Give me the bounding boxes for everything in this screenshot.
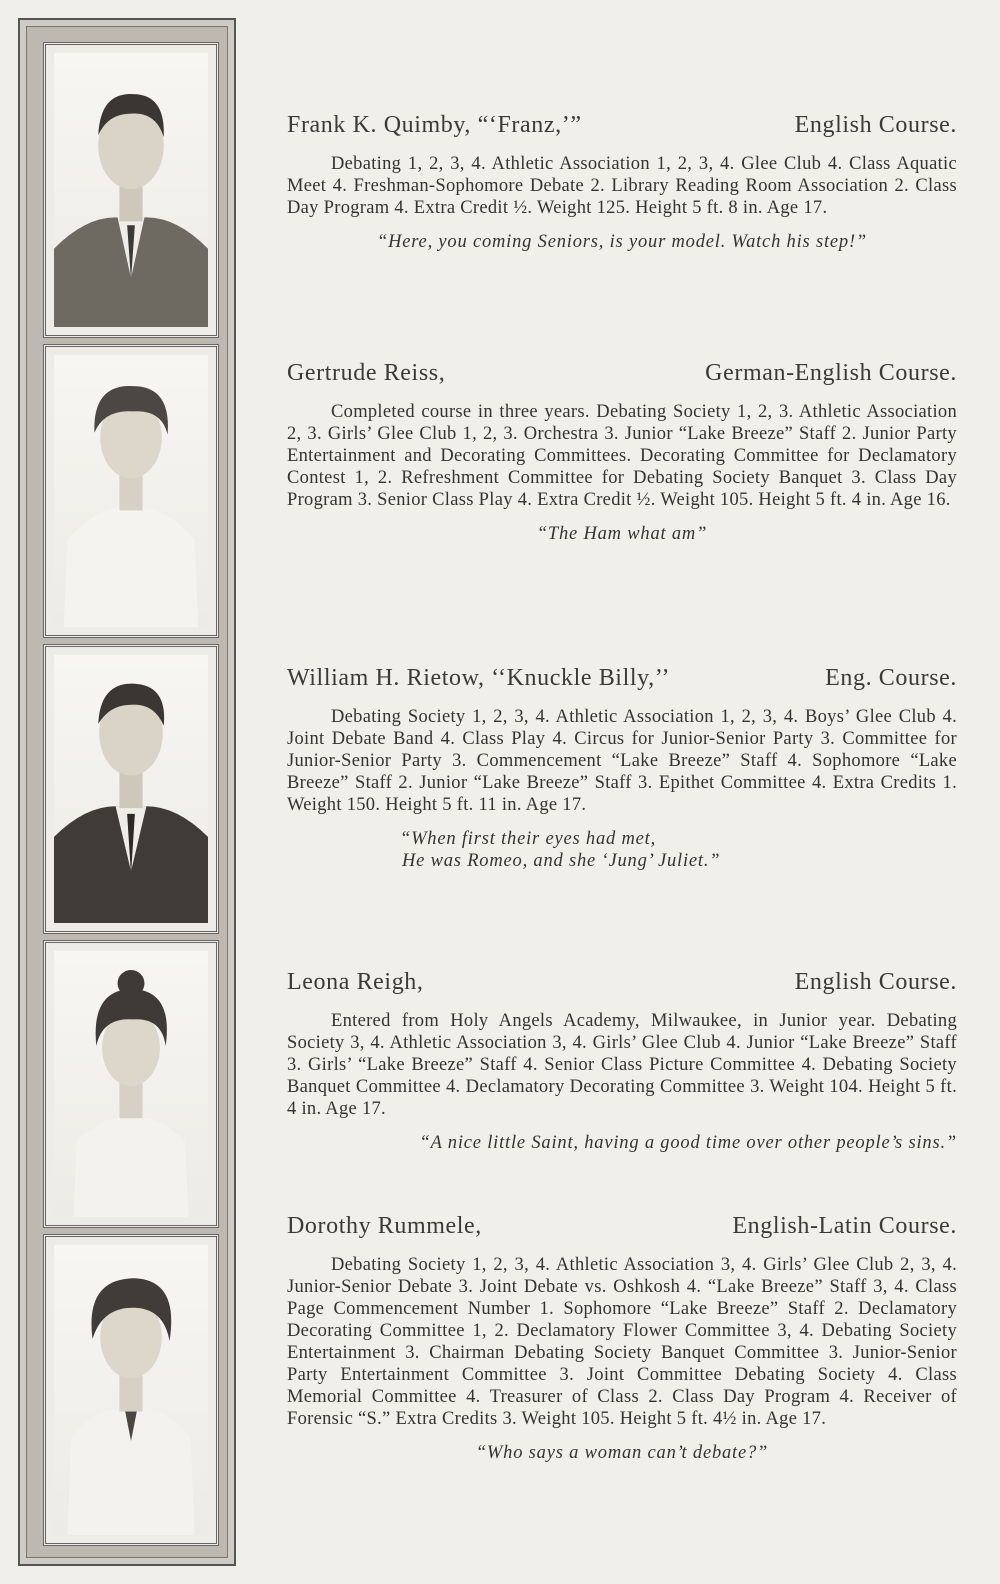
activities-text: Entered from Holy Angels Academy, Milwaukee, in Junior year. Debating Society 3, 4. Athletic Association 3, 4. Girls’ Glee Club 4. Junior “Lake Breeze” Staff 3. Girls’ “Lake Breeze” Staff 4. Senior Class Picture Committee 4. Debating Society Banquet Committee 4. Declamatory Decorating Committee 3. Weight 104. Height 5 ft. 4 in. Age 17. xyxy=(287,1011,957,1119)
portrait-frame-reiss xyxy=(43,344,219,638)
portrait-photo-quimby xyxy=(54,53,208,327)
student-name: Dorothy Rummele, xyxy=(287,1213,482,1239)
student-quote: “Here, you coming Seniors, is your model. Watch his step!” xyxy=(376,232,868,252)
student-quote: “Who says a woman can’t debate?” xyxy=(475,1443,769,1463)
portrait-strip xyxy=(18,18,236,1566)
student-quote xyxy=(287,828,957,872)
student-name: Leona Reigh, xyxy=(287,969,424,995)
quote-line-2: He was Romeo, and she ‘Jung’ Juliet.” xyxy=(402,851,721,871)
senior-entry-rietow xyxy=(287,665,957,872)
senior-entry-rummele xyxy=(287,1213,957,1464)
student-name: Frank K. Quimby, “‘Franz,’” xyxy=(287,112,582,138)
student-quote: “The Ham what am” xyxy=(536,524,708,544)
portrait-frame-quimby xyxy=(43,42,219,338)
entry-header xyxy=(287,112,957,139)
entry-header xyxy=(287,665,957,692)
course-name: German-English Course. xyxy=(705,360,957,386)
portrait-photo-rietow xyxy=(54,655,208,923)
portrait-frame-reigh xyxy=(43,940,219,1228)
entry-header xyxy=(287,360,957,387)
student-name: William H. Rietow, ‘‘Knuckle Billy,’’ xyxy=(287,665,671,691)
senior-entry-quimby xyxy=(287,112,957,253)
course-name: English Course. xyxy=(794,112,957,138)
student-quote: “A nice little Saint, having a good time over other people’s sins.” xyxy=(419,1133,957,1153)
portrait-strip-inner xyxy=(26,26,228,1558)
quote-line-1: “When first their eyes had met, xyxy=(400,829,657,849)
activities-text: Completed course in three years. Debating Society 1, 2, 3. Athletic Association 2, 3. Girls’ Glee Club 1, 2, 3. Orchestra 3. Junior “Lake Breeze” Staff 2. Junior Party Entertainment and Decorating Committees. Decorating Committee for Declamatory Contest 1, 2. Refreshment Committee for Debating Society Banquet 3. Class Day Program 3. Senior Class Play 4. Extra Credit ½. Weight 105. Height 5 ft. 4 in. Age 16. xyxy=(287,402,957,510)
portrait-photo-reigh xyxy=(54,951,208,1217)
entry-header xyxy=(287,1213,957,1240)
course-name: English Course. xyxy=(794,969,957,995)
portrait-photo-reiss xyxy=(54,355,208,627)
entry-header xyxy=(287,969,957,996)
senior-entry-reigh xyxy=(287,969,957,1154)
portrait-frame-rummele xyxy=(43,1234,219,1546)
course-name: English-Latin Course. xyxy=(732,1213,957,1239)
student-name: Gertrude Reiss, xyxy=(287,360,446,386)
portrait-frame-rietow xyxy=(43,644,219,934)
activities-text: Debating 1, 2, 3, 4. Athletic Association 1, 2, 3, 4. Glee Club 4. Class Aquatic Meet 4. Freshman-Sophomore Debate 2. Library Reading Room Association 2. Class Day Program 4. Extra Credit ½. Weight 125. Height 5 ft. 8 in. Age 17. xyxy=(287,154,957,218)
activities-text: Debating Society 1, 2, 3, 4. Athletic Association 1, 2, 3, 4. Boys’ Glee Club 4. Joint Debate Band 4. Class Play 4. Circus for Junior-Senior Party 3. Committee for Junior-Senior Party 3. Commencement “Lake Breeze” Staff 4. Sophomore “Lake Breeze” Staff 2. Junior “Lake Breeze” Staff 3. Epithet Committee 4. Extra Credits 1. Weight 150. Height 5 ft. 11 in. Age 17. xyxy=(287,707,957,815)
portrait-photo-rummele xyxy=(54,1245,208,1535)
senior-entry-reiss xyxy=(287,360,957,545)
course-name: Eng. Course. xyxy=(825,665,957,691)
activities-text: Debating Society 1, 2, 3, 4. Athletic Association 3, 4. Girls’ Glee Club 2, 3, 4. Junior-Senior Debate 3. Joint Debate vs. Oshkosh 4. “Lake Breeze” Staff 3, 4. Class Page Commencement Number 1. Sophomore “Lake Breeze” Staff 2. Declamatory Decorating Committee 1, 2. Declamatory Flower Committee 3, 4. Debating Society Entertainment 3. Chairman Debating Society Banquet Committee 3. Junior-Senior Party Entertainment Committee 3. Joint Committee Debating Society 4. Class Memorial Committee 4. Treasurer of Class 2. Class Day Program 4. Receiver of Forensic “S.” Extra Credits 3. Weight 105. Height 5 ft. 4½ in. Age 17. xyxy=(287,1255,957,1429)
